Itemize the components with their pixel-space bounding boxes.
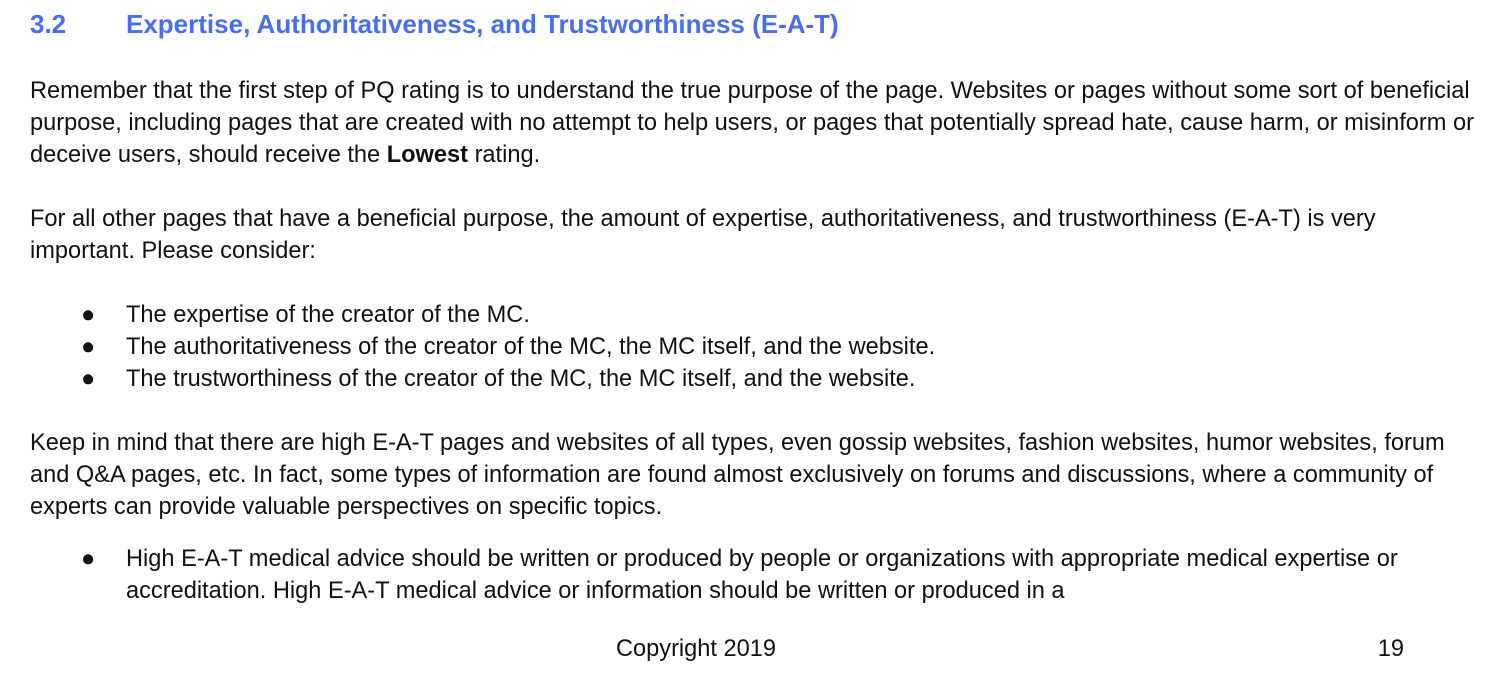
section-title: Expertise, Authoritativeness, and Trustworthiness (E-A-T) [126,9,839,39]
paragraph-high-eat-types: Keep in mind that there are high E-A-T pages and websites of all types, even gossip websites, fashion websites, humor websites, forum and Q&A pages, etc. In fact, some types of information are found almost exclusively on forums and discussions, where a community of experts can provide valuable perspectives on specific topics. [30,430,1445,520]
list-item [30,299,1480,331]
list-item-text: High E-A-T medical advice should be written or produced by people or organizations with appropriate medical expertise or accreditation. High E-A-T medical advice or information should be written or produced in a [126,546,1398,604]
section-number: 3.2 [30,9,67,39]
paragraph-purpose-text: Remember that the first step of PQ rating is to understand the true purpose of the page. Websites or pages without some sort of beneficial purpose, including pages that are created with no attempt to help users, or pages that potentially spread hate, cause harm, or misinform or deceive users, should receive the [30,78,1474,168]
paragraph-purpose-end: rating. [468,142,541,168]
bullet-icon: ● [81,302,96,328]
footer-copyright: Copyright 2019 [615,636,777,662]
bullet-icon: ● [81,366,96,392]
list-item-text: The trustworthiness of the creator of the MC, the MC itself, and the website. [126,366,916,392]
list-item [30,543,1480,607]
paragraph-eat-importance: For all other pages that have a beneficial purpose, the amount of expertise, authoritativeness, and trustworthiness (E-A-T) is very important. Please consider: [30,206,1376,264]
list-item [30,363,1480,395]
list-item-text: The expertise of the creator of the MC. [126,302,530,328]
bullet-icon: ● [81,334,96,360]
section-heading [30,6,839,42]
eat-considerations-list [30,299,1480,395]
page-number: 19 [1377,636,1404,662]
high-eat-examples-list [30,543,1480,607]
paragraph-purpose [30,75,1480,171]
list-item-text: The authoritativeness of the creator of the MC, the MC itself, and the website. [126,334,936,360]
list-item [30,331,1480,363]
lowest-rating-emphasis: Lowest [386,142,469,168]
bullet-icon: ● [81,546,96,572]
